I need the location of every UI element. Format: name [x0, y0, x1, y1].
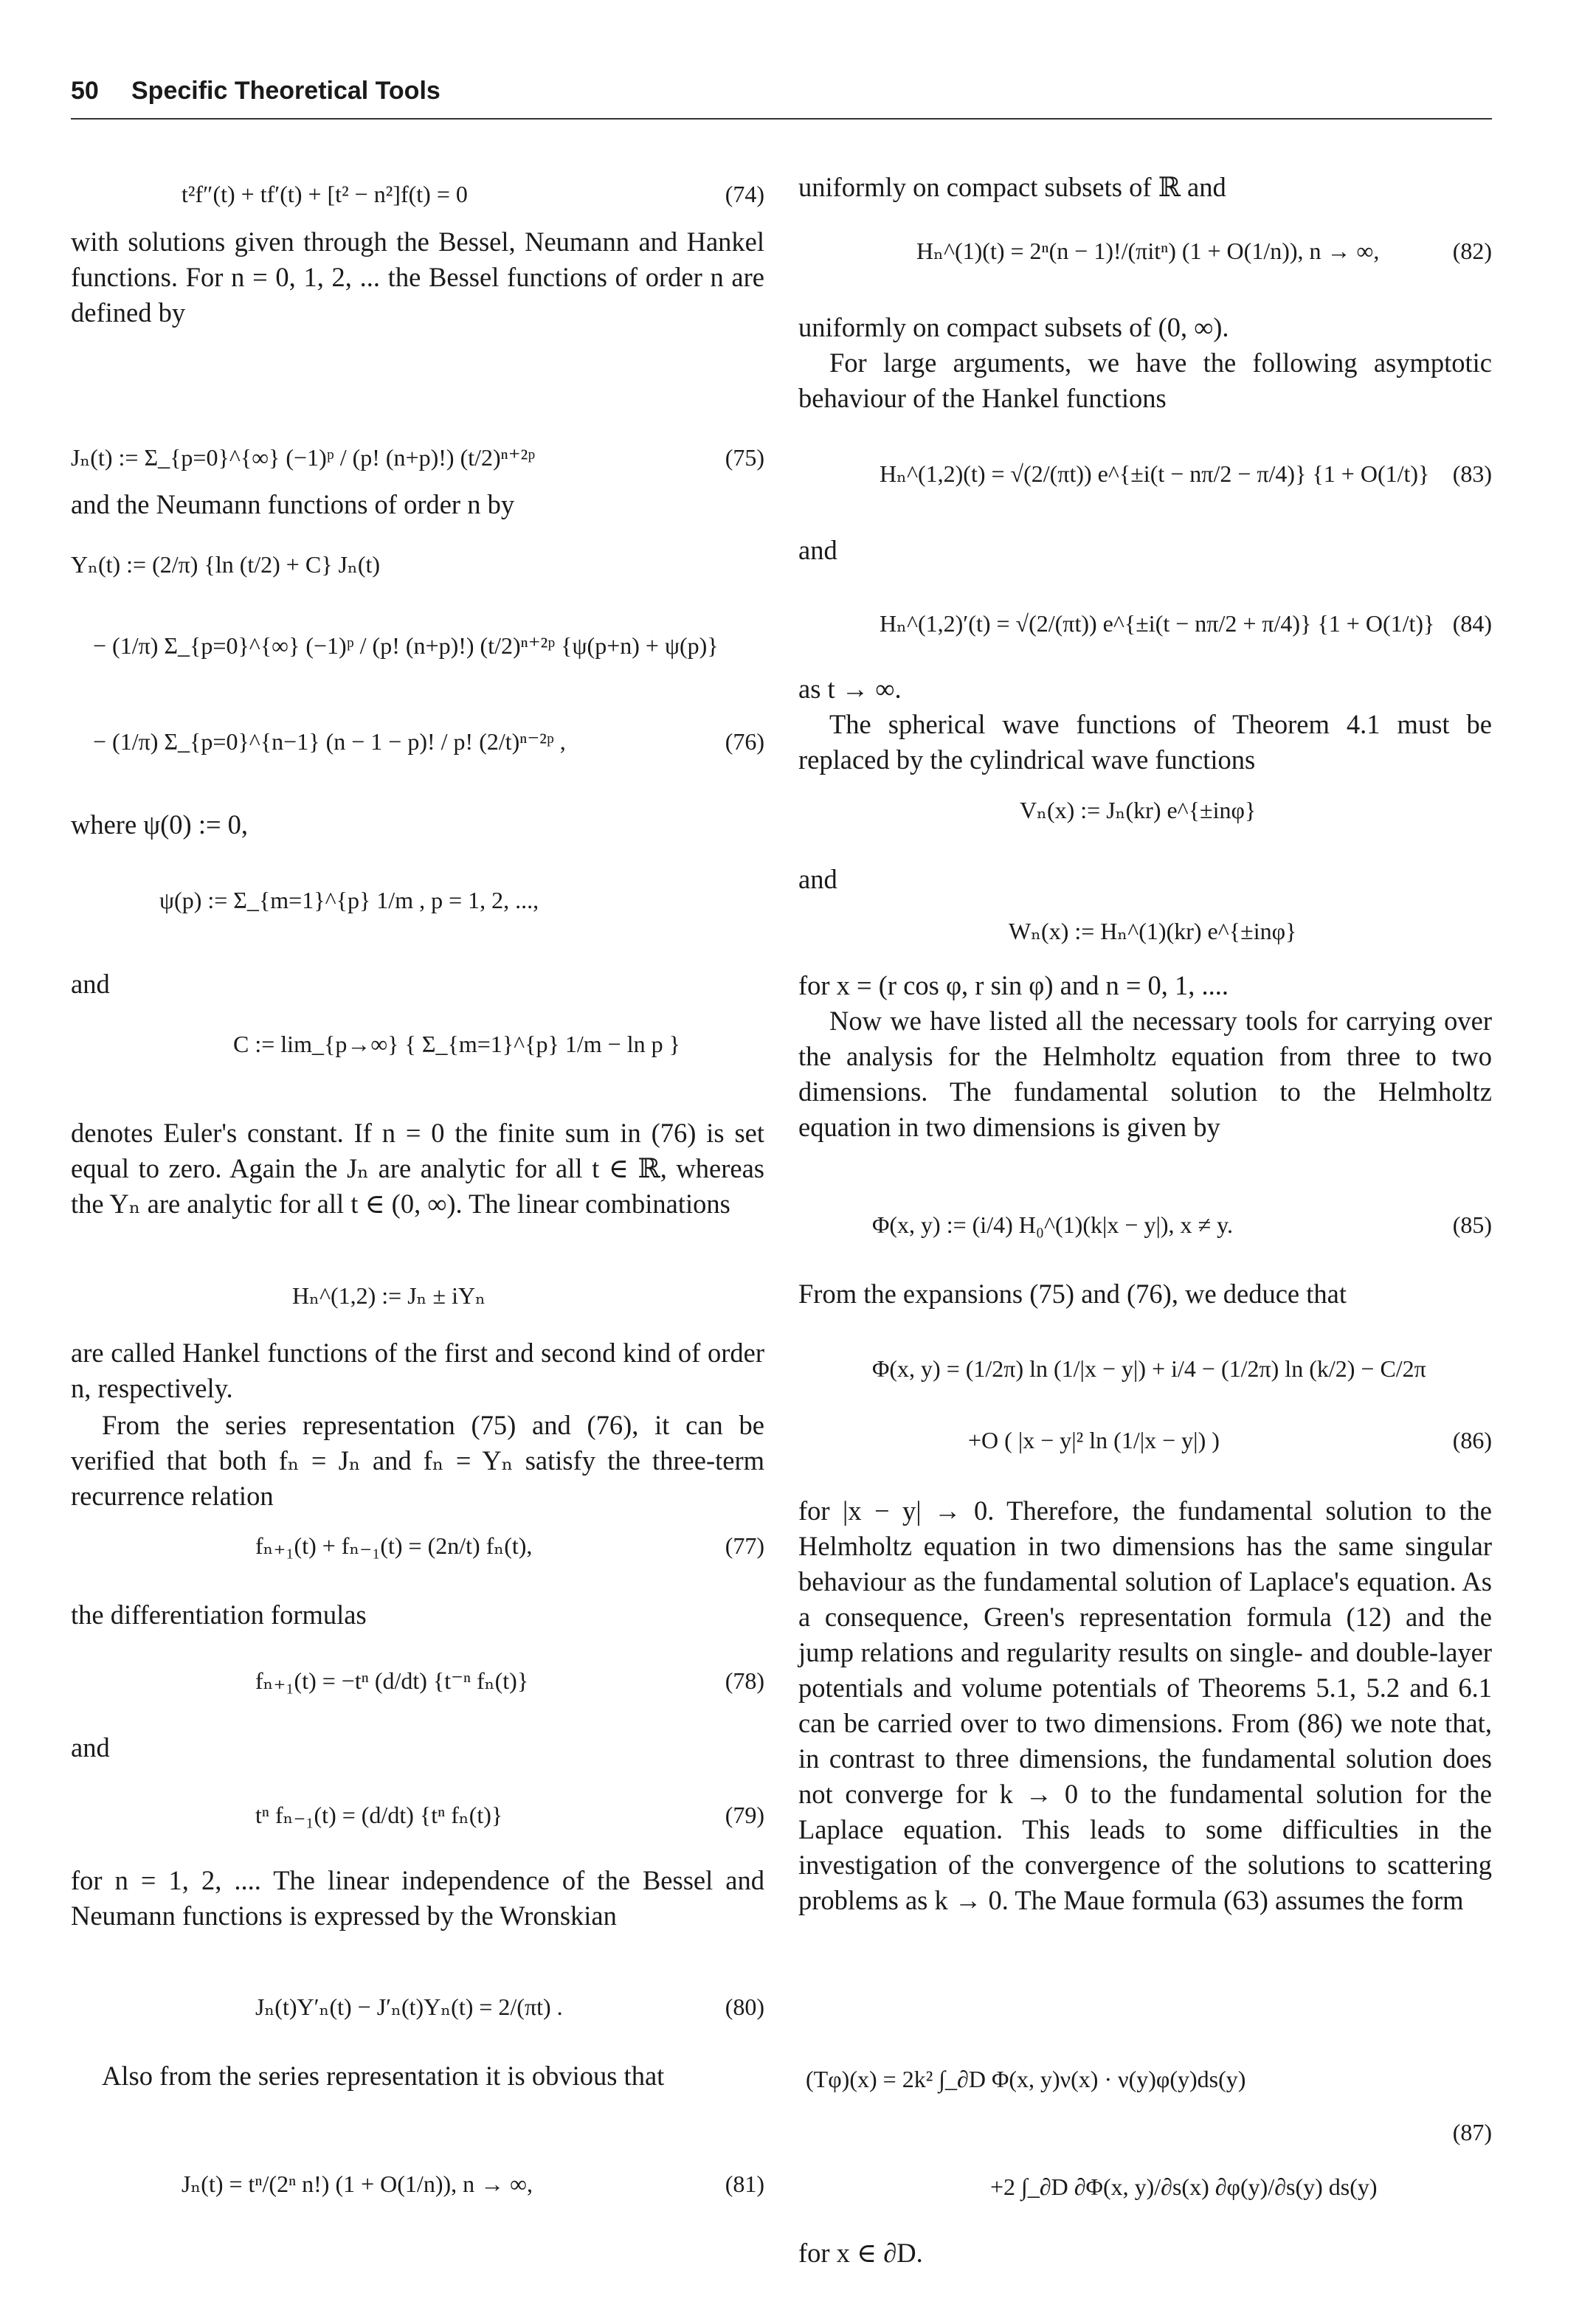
equation-82: Hₙ^(1)(t) = 2ⁿ(n − 1)!/(πitⁿ) (1 + O(1/n)), n → ∞,	[916, 238, 1380, 264]
paragraph: The spherical wave functions of Theorem 4.1 must be replaced by the cylindrical wave functions	[798, 709, 1492, 775]
paragraph: for x ∈ ∂D.	[798, 2238, 923, 2268]
equation-74: t²f″(t) + tf′(t) + [t² − n²]f(t) = 0	[182, 181, 468, 207]
equation-79: tⁿ fₙ₋₁(t) = (d/dt) {tⁿ fₙ(t)}	[255, 1802, 503, 1828]
equation-86-line-1: Φ(x, y) = (1/2π) ln (1/|x − y|) + i/4 − (1/2π) ln (k/2) − C/2π	[872, 1355, 1426, 1382]
paragraph: uniformly on compact subsets of (0, ∞).	[798, 312, 1229, 342]
equation-cylindrical-W: Wₙ(x) := Hₙ^(1)(kr) e^{±inφ}	[1009, 918, 1297, 944]
equation-76-line-3: − (1/π) Σ_{p=0}^{n−1} (n − 1 − p)! / p! (2/t)ⁿ⁻²ᵖ ,	[93, 728, 566, 755]
paragraph: uniformly on compact subsets of ℝ and	[798, 172, 1226, 202]
paragraph: the differentiation formulas	[71, 1600, 367, 1630]
paragraph: From the expansions (75) and (76), we deduce that	[798, 1279, 1347, 1309]
left-column	[71, 0, 764, 2324]
equation-77: fₙ₊₁(t) + fₙ₋₁(t) = (2n/t) fₙ(t),	[255, 1532, 533, 1559]
paragraph: and	[798, 535, 837, 565]
paragraph: and	[71, 969, 110, 999]
equation-84: Hₙ^(1,2)′(t) = √(2/(πt)) e^{±i(t − nπ/2 + π/4)} {1 + O(1/t)}	[880, 610, 1435, 637]
equation-83: Hₙ^(1,2)(t) = √(2/(πt)) e^{±i(t − nπ/2 − π/4)} {1 + O(1/t)}	[880, 460, 1430, 487]
right-column	[798, 0, 1492, 2324]
equation-number-84: (84)	[1452, 610, 1492, 637]
equation-hankel-definition: Hₙ^(1,2) := Jₙ ± iYₙ	[292, 1282, 486, 1309]
paragraph: for |x − y| → 0. Therefore, the fundamental solution to the Helmholtz equation in two dimensions has the same singular behaviour as the fundamental solution of Laplace's equation. As a consequence, Green's representation formula (12) and the jump relations and regularity results on single- and double-layer potentials and volume potentials of Theorems 5.1, 5.2 and 6.1 can be carried over to two dimensions. From (86) we note that, in contrast to three dimensions, the fundamental solution does not converge for k → 0 to the fundamental solution for the Laplace equation. This leads to some difficulties in the investigation of the convergence of the solutions to scattering problems as k → 0. The Maue formula (63) assumes the form	[798, 1495, 1492, 1915]
paragraph: and	[798, 864, 837, 894]
equation-number-79: (79)	[725, 1802, 764, 1828]
equation-80: Jₙ(t)Y′ₙ(t) − J′ₙ(t)Yₙ(t) = 2/(πt) .	[255, 1993, 563, 2020]
paragraph: Now we have listed all the necessary tools for carrying over the analysis for the Helmholtz equation from three to two dimensions. The fundamental solution to the Helmholtz equation in two dimensions is given by	[798, 1006, 1492, 1142]
equation-number-76: (76)	[725, 728, 764, 755]
equation-81: Jₙ(t) = tⁿ/(2ⁿ n!) (1 + O(1/n)), n → ∞,	[182, 2171, 533, 2197]
paragraph: are called Hankel functions of the first and second kind of order n, respectively.	[71, 1338, 764, 1403]
paragraph: where ψ(0) := 0,	[71, 809, 249, 840]
equation-number-87: (87)	[1452, 2119, 1492, 2145]
equation-76-line-2: − (1/π) Σ_{p=0}^{∞} (−1)ᵖ / (p! (n+p)!) (t/2)ⁿ⁺²ᵖ {ψ(p+n) + ψ(p)}	[93, 632, 719, 659]
equation-87-line-1: (Tφ)(x) = 2k² ∫_∂D Φ(x, y)ν(x) · ν(y)φ(y)ds(y)	[806, 2066, 1246, 2092]
equation-number-75: (75)	[725, 444, 764, 471]
equation-number-78: (78)	[725, 1667, 764, 1694]
equation-psi: ψ(p) := Σ_{m=1}^{p} 1/m , p = 1, 2, ...,	[159, 887, 539, 913]
paragraph: Also from the series representation it is obvious that	[102, 2061, 665, 2091]
paragraph: denotes Euler's constant. If n = 0 the finite sum in (76) is set equal to zero. Again the Jₙ are analytic for all t ∈ ℝ, whereas the Yₙ are analytic for all t ∈ (0, ∞). The linear combinations	[71, 1118, 764, 1219]
paragraph: For large arguments, we have the following asymptotic behaviour of the Hankel functions	[798, 347, 1492, 413]
equation-cylindrical-V: Vₙ(x) := Jₙ(kr) e^{±inφ}	[1020, 797, 1257, 823]
equation-number-81: (81)	[725, 2171, 764, 2197]
equation-85: Φ(x, y) := (i/4) H₀^(1)(k|x − y|), x ≠ y.	[872, 1211, 1233, 1238]
paragraph: and the Neumann functions of order n by	[71, 489, 515, 519]
equation-87-line-2: +2 ∫_∂D ∂Φ(x, y)/∂s(x) ∂φ(y)/∂s(y) ds(y)	[990, 2173, 1378, 2200]
equation-number-86: (86)	[1452, 1427, 1492, 1453]
equation-number-74: (74)	[725, 181, 764, 207]
equation-number-77: (77)	[725, 1532, 764, 1559]
equation-number-85: (85)	[1452, 1211, 1492, 1238]
equation-number-82: (82)	[1452, 238, 1492, 264]
paragraph: and	[71, 1732, 110, 1763]
equation-number-80: (80)	[725, 1993, 764, 2020]
paragraph: with solutions given through the Bessel, Neumann and Hankel functions. For n = 0, 1, 2, ... the Bessel functions of order n are defined by	[71, 226, 764, 328]
paragraph: From the series representation (75) and (76), it can be verified that both fₙ = Jₙ and fₙ = Yₙ satisfy the three-term recurrence relation	[71, 1410, 764, 1511]
paragraph: for x = (r cos φ, r sin φ) and n = 0, 1, ....	[798, 970, 1229, 1000]
equation-86-line-2: +O ( |x − y|² ln (1/|x − y|) )	[968, 1427, 1220, 1453]
equation-euler-constant: C := lim_{p→∞} { Σ_{m=1}^{p} 1/m − ln p }	[233, 1031, 680, 1057]
equation-number-83: (83)	[1452, 460, 1492, 487]
paragraph: as t → ∞.	[798, 674, 902, 704]
equation-75: Jₙ(t) := Σ_{p=0}^{∞} (−1)ᵖ / (p! (n+p)!) (t/2)ⁿ⁺²ᵖ	[71, 444, 536, 471]
equation-78: fₙ₊₁(t) = −tⁿ (d/dt) {t⁻ⁿ fₙ(t)}	[255, 1667, 529, 1694]
running-title: Specific Theoretical Tools	[131, 77, 440, 105]
paragraph: for n = 1, 2, .... The linear independence of the Bessel and Neumann functions is expressed by the Wronskian	[71, 1865, 764, 1931]
equation-76-line-1: Yₙ(t) := (2/π) {ln (t/2) + C} Jₙ(t)	[71, 551, 381, 578]
page-number: 50	[71, 77, 99, 105]
